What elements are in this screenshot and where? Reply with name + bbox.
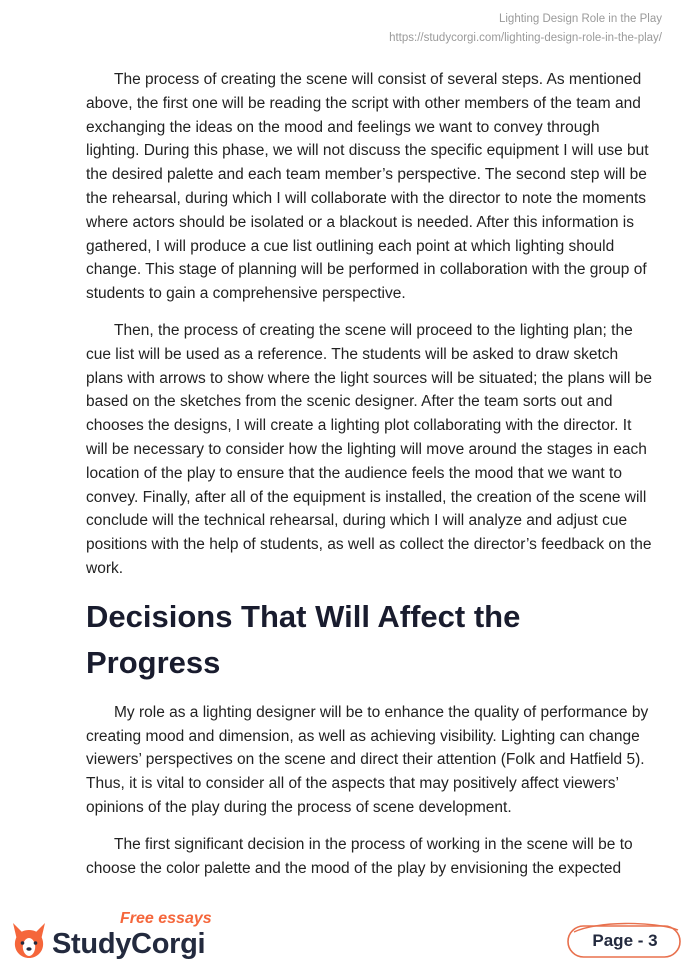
section-heading: Decisions That Will Affect the Progress	[86, 598, 521, 680]
document-title: Lighting Design Role in the Play	[498, 13, 662, 25]
page-header	[389, 10, 662, 48]
document-body	[86, 68, 656, 893]
paragraph: The process of creating the scene will consist of several steps. As mentioned above, the first one will be reading the script with other members of the team and exchanging the ideas on the mood and feelings we want to convey through lighting. During this phase, we will not discuss the specific equipment I will use but the desired palette and each team member’s perspective. The second step will be the rehearsal, during which I will collaborate with the director to note the moments where actors should be isolated or a blackout is needed. After this information is gathered, I will produce a cue list outlining each point at which lighting should change. This stage of planning will be performed in collaboration with the group of students to gain a comprehensive perspective.	[86, 71, 649, 303]
page-number-badge	[566, 922, 684, 960]
paragraph: The first significant decision in the process of working in the scene will be to choose the color palette and the mood of the play by envisioning the expected	[86, 835, 633, 877]
tagline: Free essays	[120, 910, 212, 927]
studycorgi-logo[interactable]	[8, 910, 238, 960]
paragraph: Then, the process of creating the scene will proceed to the lighting plan; the cue list will be used as a reference. The students will be asked to draw sketch plans with arrows to show where the light sources will be situated; the plans will be based on the sketches from the scenic designer. After the team sorts out and chooses the designs, I will create a lighting plot collaborating with the director. It will be necessary to consider how the lighting will move around the stages in each location of the play to ensure that the audience feels the mood that we want to convey. Finally, after all of the equipment is installed, the creation of the scene will conclude will the technical rehearsal, during which I will analyze and adjust cue positions with the help of students, as well as collect the director’s feedback on the work.	[86, 321, 653, 577]
paragraph: My role as a lighting designer will be to enhance the quality of performance by creating mood and dimension, as well as achieving visibility. Lighting can change viewers’ perspectives on the scene and direct their attention (Folk and Hatfield 5). Thus, it is vital to consider all of the aspects that may positively affect viewers’ opinions of the play during the process of scene development.	[86, 703, 649, 816]
page-number: Page - 3	[592, 931, 658, 950]
brand-name: StudyCorgi	[52, 928, 206, 960]
corgi-icon	[8, 918, 50, 960]
document-url[interactable]: https://studycorgi.com/lighting-design-role-in-the-play/	[389, 32, 662, 44]
